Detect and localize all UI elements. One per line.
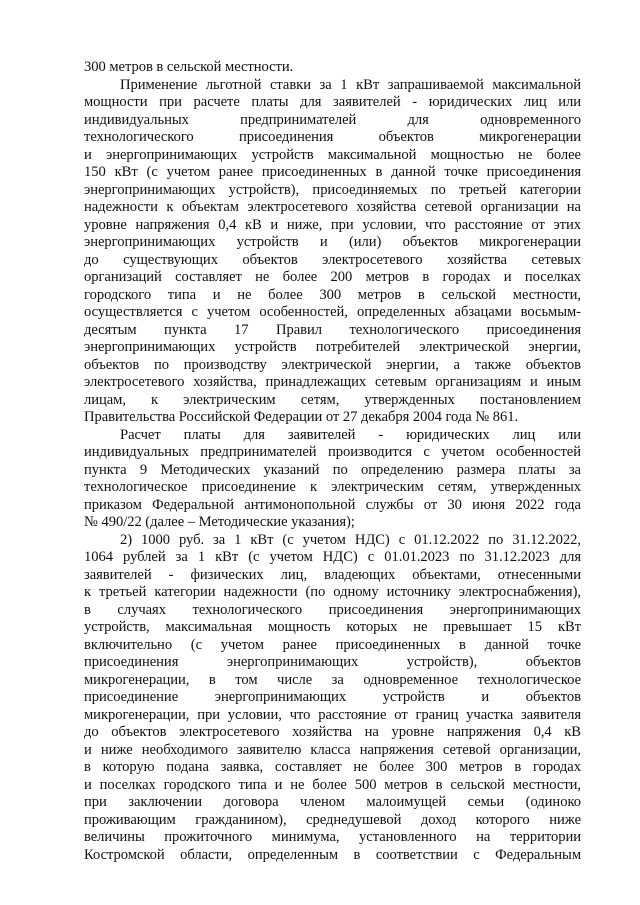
text-line: величины прожиточного минимума, установленного на территории [84,829,581,845]
text-line: электросетевого хозяйства, принадлежащих сетевым организациям и иным [84,374,581,390]
text-line: десятым пункта 17 Правил технологического присоединения [84,321,581,338]
text-line: энергопринимающих устройств потребителей электрической энергии, [84,339,581,355]
text-line: организаций составляет не более 200 метров в городах и поселках [84,269,581,285]
text-line: Расчет платы для заявителей - юридических лиц или [120,426,581,443]
text-line: микрогенерации, при условии, что расстояние от границ участка заявителя [84,706,581,723]
text-line: и поселках городского типа и не более 500 метров в сельской местности, [84,776,581,793]
text-line: приказом Федеральной антимонопольной службы от 30 июня 2022 года [84,496,581,513]
text-line: технологическое присоединение к электрическим сетям, утвержденных [84,479,581,495]
text-line: до объектов электросетевого хозяйства на уровне напряжения 0,4 кВ [84,724,581,740]
text-line: Костромской области, определенным в соответствии с Федеральным [84,846,581,863]
text-line: энергопринимающих устройств и (или) объектов микрогенерации [84,234,581,250]
text-line: до существующих объектов электросетевого хозяйства сетевых [84,251,581,268]
text-line: включительно (с учетом ранее присоединенных в данной точке [84,636,581,653]
text-line: к третьей категории надежности (по одному источнику электроснабжения), [84,584,581,600]
text-line: мощности при расчете платы для заявителей - юридических лиц или [84,94,581,110]
text-line: 300 метров в сельской местности. [84,59,294,75]
text-line: надежности к объектам электросетевого хозяйства сетевой организации на [84,199,581,215]
text-line: при заключении договора членом малоимущей семьи (одиноко [84,794,581,810]
text-line: 1064 рублей за 1 кВт (с учетом НДС) с 01.01.2023 по 31.12.2023 для [84,549,581,565]
text-line: и ниже необходимого заявителю класса напряжения сетевой организации, [84,741,581,758]
text-line: технологического присоединения объектов микрогенерации [84,129,581,145]
text-line: лицам, к электрическим сетям, утвержденных постановлением [84,391,581,408]
text-line: уровне напряжения 0,4 кВ и ниже, при условии, что расстояние от этих [84,216,581,233]
text-line: индивидуальных предпринимателей производится с учетом особенностей [84,444,581,460]
text-line: осуществляется с учетом особенностей, определенных абзацами восьмым- [84,304,581,320]
text-line: в случаях технологического присоединения энергопринимающих [84,601,581,618]
text-line: энергопринимающих устройств), присоединяемых по третьей категории [84,181,581,198]
text-line: Применение льготной ставки за 1 кВт запрашиваемой максимальной [120,76,581,93]
text-line: 150 кВт (с учетом ранее присоединенных в данной точке присоединения [84,164,581,180]
text-line: индивидуальных предпринимателей для одновременного [84,111,581,128]
text-line: Правительства Российской Федерации от 27 декабря 2004 года № 861. [84,409,519,425]
text-line: и энергопринимающих устройств максимальной мощностью не более [84,146,581,163]
text-line: городского типа и не более 300 метров в сельской местности, [84,286,581,303]
text-line: заявителей - физических лиц, владеющих объектами, отнесенными [84,566,581,583]
text-line: проживающим гражданином), среднедушевой доход которого ниже [84,811,581,828]
text-line: в которую подана заявка, составляет не более 300 метров в городах [84,759,581,775]
text-line: устройств, максимальная мощность которых не превышает 15 кВт [84,619,581,635]
text-line: присоединение энергопринимающих устройств и объектов [84,689,581,705]
text-line: пункта 9 Методических указаний по определению размера платы за [84,461,581,478]
text-line: присоединения энергопринимающих устройств), объектов [84,654,581,670]
text-line: микрогенерации, в том числе за одновременное технологическое [84,671,581,688]
text-line: № 490/22 (далее – Методические указания); [84,514,355,530]
text-line: 2) 1000 руб. за 1 кВт (с учетом НДС) с 01.12.2022 по 31.12.2022, [120,531,581,548]
text-line: объектов по производству электрической энергии, а также объектов [84,356,581,373]
